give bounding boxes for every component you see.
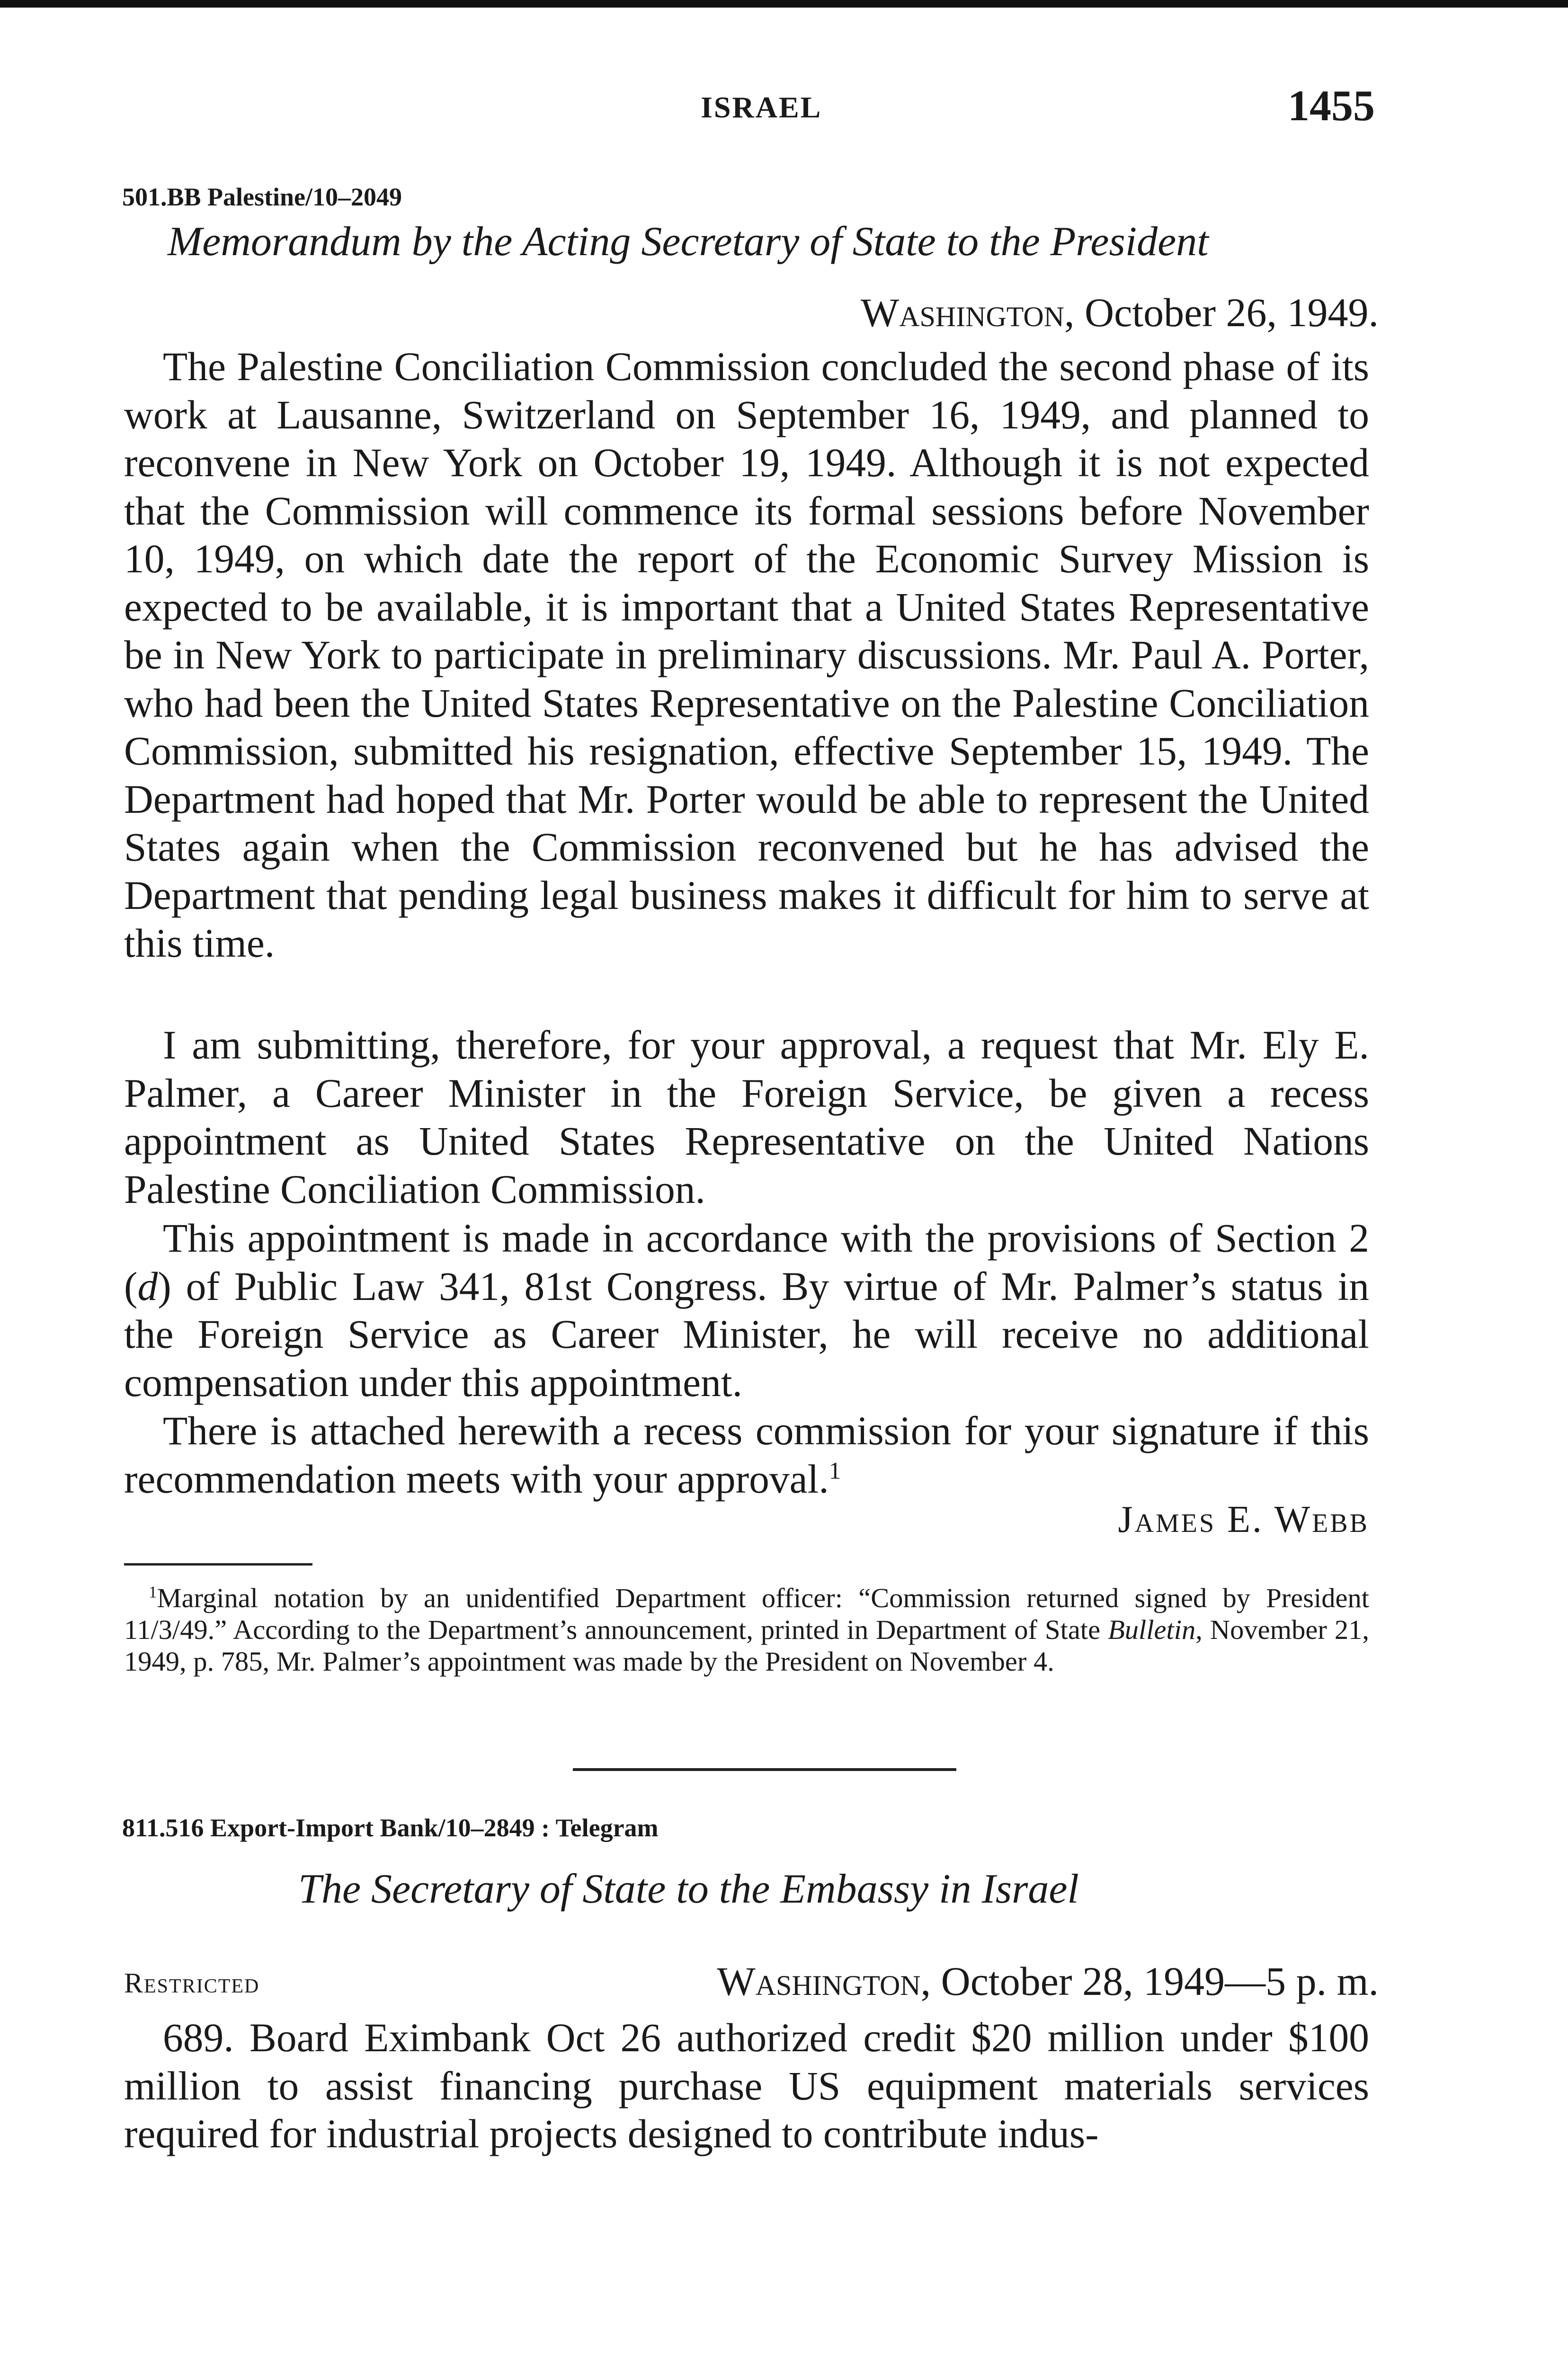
body-paragraph: The Palestine Conciliation Commission concluded the second phase of its work at Lausanne, Switzerland on September 16, 1949, and planned to reconvene in New York on October 19, 1949. Although it is not expected that the Commission will commence its formal sessions before November 10, 1949, on which date the report of the Economic Survey Mission is expected to be available, it is important that a United States Representative be in New York to participate in preliminary discussions. Mr. Paul A. Porter, who had been the United States Representative on the Palestine Conciliation Commission, submitted his resignation, effective September 15, 1949. The Department had hoped that Mr. Porter would be able to represent the United States again when the Commission reconvened but he has advised the Department that pending legal business makes it difficult for him to serve at this time. <box>124 345 1369 966</box>
dateline <box>717 1958 1379 2005</box>
document-title: Memorandum by the Acting Secretary of State to the President <box>168 219 1209 265</box>
file-reference: 811.516 Export-Import Bank/10–2849 : Telegram <box>122 1814 659 1842</box>
dateline-date: October 26, 1949. <box>1085 290 1379 335</box>
dateline-place: Washington, <box>860 290 1075 335</box>
dateline <box>861 289 1379 336</box>
signature: James E. Webb <box>1118 1499 1369 1540</box>
document-title: The Secretary of State to the Embassy in Israel <box>298 1866 1079 1912</box>
footnote-marker: 1 <box>149 1583 157 1602</box>
classification-label: Restricted <box>124 1967 260 1999</box>
footnote-text: , November 21, 1949, p. 785, Mr. Palmer’s appointment was made by the President on November 4. <box>124 1614 1369 1677</box>
footnote <box>124 1582 1369 1677</box>
paragraph-text: ) of Public Law 341, 81st Congress. By virtue of Mr. Palmer’s status in the Foreign Service as Career Minister, he will receive no additional compensation under this appointment. <box>124 1264 1369 1405</box>
footnote-rule <box>124 1563 312 1566</box>
dateline-place: Washington, <box>717 1958 931 2004</box>
footnote-text: Marginal notation by an unidentified Department officer: “Commission returned signed by President 11/3/49.” According to the Department’s announcement, printed in Department of State <box>124 1583 1369 1645</box>
body-paragraph <box>124 1407 1369 1504</box>
dateline-date: October 28, 1949—5 p. m. <box>941 1958 1379 2004</box>
section-divider <box>573 1768 956 1771</box>
footnote-italic-text: Bulletin <box>1108 1614 1196 1645</box>
body-paragraph: 689. Board Eximbank Oct 26 authorized credit $20 million under $100 million to assist financing purchase US equipment materials services required for industrial projects designed to contribute indus- <box>124 2016 1369 2156</box>
body-paragraph <box>124 1215 1369 1407</box>
footnote-reference: 1 <box>829 1457 841 1484</box>
running-head: ISRAEL <box>701 90 822 124</box>
paragraph-italic-text: d <box>137 1264 158 1309</box>
page-number: 1455 <box>1288 81 1375 130</box>
file-reference: 501.BB Palestine/10–2049 <box>122 183 402 211</box>
top-border-rule <box>0 0 1568 8</box>
paragraph-text: There is attached herewith a recess commission for your signature if this recommendation meets with your approval. <box>124 1409 1369 1502</box>
paragraph-text: This appointment is made in accordance with the provisions of Section 2 ( <box>124 1216 1369 1309</box>
body-paragraph: I am submitting, therefore, for your approval, a request that Mr. Ely E. Palmer, a Career Minister in the Foreign Service, be given a recess appointment as United States Representative on the United Nations Palestine Conciliation Commission. <box>124 1023 1369 1212</box>
